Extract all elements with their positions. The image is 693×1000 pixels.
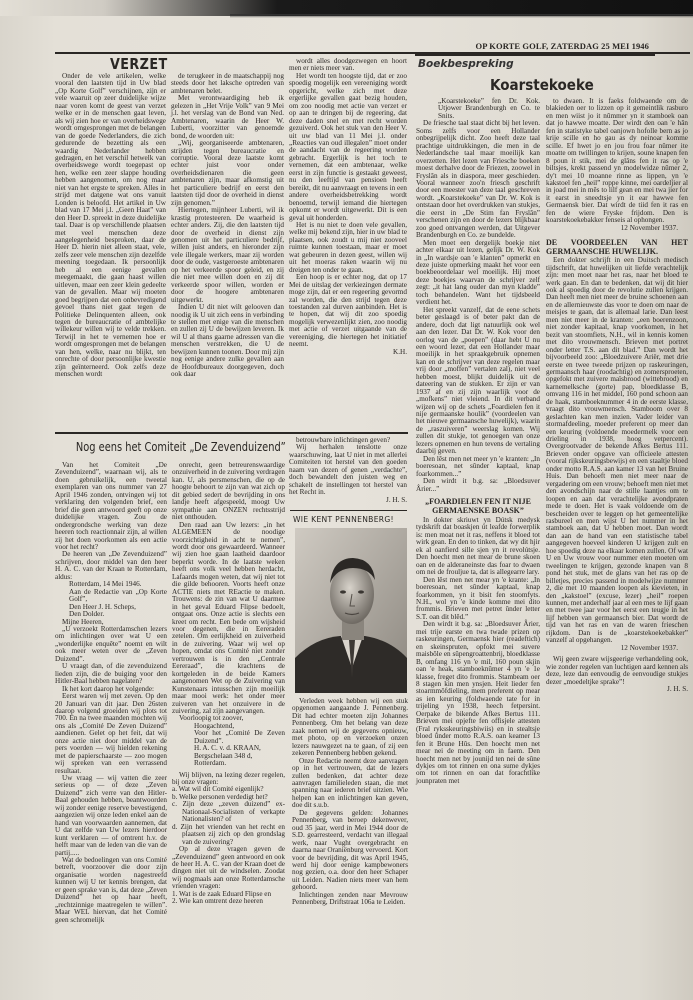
dutch-translation (546, 257, 688, 645)
line: Den Dolder. (69, 610, 105, 619)
paragraph: Wij herhalen tenslotte onze waarschuwing, laat U niet in met allerlei Comiteiten tot herstel van den goeden naam van dezen of genen „verdachte”, doch bewandelt den juisten weg en schakelt de instellingen tot herstel van het Recht in. (289, 443, 407, 497)
paragraph: De friesche taal staat dicht bij het leven. Soms zelfs voor een Hollander onbegrijpelijk dicht. Zoo heeft deze taal prachtige uitdrukkingen, die men in de Nederlandsche taal maar moeilijk kan overzetten. Het lezen van Friesche boeken moest derhalve door de Friezen, zoowel in Fryslân als in diaspora, meer geschieden. Vooral wanneer zoo'n friesch geschrift door een meester van deze taal geschreven wordt. „Koarstekoeke” van Dr. W. Kok is ontstaan door het overdrukken van stukjes, die eerst in „De Stim fan Fryslân” verschenen zijn en door de lezers blijkbaar zoo goed ontvangen werden, dat Uitgever Brandenburgh en Co. ze bundelde. (416, 119, 540, 240)
pennenberg-title: WIE KENT PENNENBERG! (293, 515, 394, 524)
book-closing (546, 656, 688, 686)
paragraph: „U verzoekt Rotterdamschen lezers om inlichtingen over wat U een „wonderlijke enquête” noemt en wilt ook meer weten over de „Zeven Duizend”. (55, 624, 167, 663)
paragraph: Met verontwaardiging heb ik gelezen in „Het Vrije Volk” van 9 Mei j.l. het verslag van de Bond van Ned. Ambtenaren, waarin de Heer W. Luberti, voorzitter van genoemde bond, de woorden uit: (171, 94, 284, 140)
book-byline: „Koarstekoeke” fen Dr. Kok. Utjower Brandenburgh en Co. te Snits. (438, 97, 540, 120)
line: d. Zijn het vrienden van het recht en plaatsen zij zich op den grondslag van de zuivering? (172, 822, 285, 846)
paragraph: In dokter skriuwt yn Dútsk medysk tydskrift dat boaskjen út leafde forwerplik is: men moat net it ras, neffens it bloed tot wirk gean. En den to tinken, dat wy dit hjir ek al oanfierd sille sjen yn it revolútsje. Den hoecht men net mear de brune skoen oan en de alderaneinste das foar to dwaen om nei de frouljue ta, dat is allegearre lary. (416, 516, 540, 577)
paragraph: Voorloopig tot zoover, (179, 714, 244, 723)
comite-col-1 (55, 462, 167, 924)
questions-intro: Wij blijven, na lezing dezer regelen, bij onze vragen: (172, 770, 285, 787)
book-col-1 (416, 98, 540, 785)
paragraph: Indien U dit niet wilt gelooven dan noodig ik U uit zich eens in verbinding te stellen met enige van die menschen en zullen zij U de bewijzen leveren. Ik wil U al thans gaarne adressen van die menschen verstrekken, die U de bewijzen kunnen toonen. Door mij zijn nog eenige andere zulke gevallen aan de Hoofdbureaux doorgegeven, doch ook daar (171, 303, 284, 379)
book-title: Koarstekoeke (490, 76, 594, 94)
frisian-text-continued (546, 98, 688, 225)
line: c. Zijn deze „zeven duizend” ex-Nationaal-Socialisten of verkapte Nationalisten? of (172, 800, 285, 824)
line: a. Wat wil dit Comité eigenlijk? (172, 785, 264, 794)
line: Rotterdam. (194, 759, 227, 768)
paragraph: Wat de bedoelingen van ons Comité betreft, voorzoover die door zijn organisatie worden nagestreefd kunnen wij U ter kennis brengen, dat er geen sprake van is, dat deze „Zeven Duizend” het op haar heeft, „rechtzinnige maatregelen te willen”. Maar WEL hiervan, dat het Comité geen schromelijk (55, 856, 167, 924)
paragraph: Men moet een dergelijk boekje niet achter elkaar uit lezen, gelijk Dr. W. Kok in „In wardsje oan 'e klanten” opmerkt en deze juiste opmerking maakt het voor een boekbeoordelaar wel moeilijk. Hij moet deze boekjes waarvan de schrijver zelf zegt: „it hat lang ouder dan myn kladde” toch behandelen. Want het tijdsbeeld verdient het. (416, 238, 540, 307)
verzet-col-3 (289, 58, 407, 356)
line: Bergschelaan 348 d, (194, 751, 253, 760)
scan-shadow (230, 14, 693, 18)
running-header: OP KORTE GOLF, ZATERDAG 25 MEI 1946 (475, 41, 649, 51)
paragraph: Den lêst men net mear yn 'e krante: „In boeresoan, net sûnder kaptaal, knap foarkommen, yn it bisit fen stoomfyts. N.H., wol yn 'e kinde komme mei dito frommis. Brieven met petret ûnder letter S.T. oan dit blêd.” (416, 575, 540, 621)
paragraph: Onder de vele artikelen, welke vooral den laatsten tijd in Uw blad „Op Korte Golf” verschijnen, zijn er vele waaruit op zeer duidelijke wijze naar voren komt de geest van verzet welke er in de menschen gaat leven, als wij zien hoe er van overheidswege wordt omgesprongen met de belangen van de goede Nederlanders, die zich gedurende de bezetting als een waardig Nederlander hebben gedragen, en het verschil hetwelk van overheidswege wordt toegepast op hen, welke een zeer slappe houding hebben aangenomen, om nog maar niet van het ergste te spreken. Alles in strijd met datgene wat ons vanuit Londen is beloofd. Het artikel in Uw blad van 17 Mei j.l. „Geen Haat” van den Heer D. spreekt in deze duidelijke taal. Daar is op verschillende plaatsen met veel menschen deze aangelegenheid besproken, daar de Heer D. hierin niet alleen staat, vele, zelfs zeer vele menschen zijn dezelfde meening toegedaan. Ik persoonlijk heb al een eenige gevallen meegemaakt, die gaan haast willen uitleven, maar een zeer klein gedeelte van de gevallen. Maar wij moeten goed begrijpen dat een onbevredigend gevoel thans niet gaat tegen de Politieke Delinquenten alleen, ook tegen de bureaucratie of ambtelijke willekeur willen wij te velde trekken. Terwijl in het te vernemen hoe er wordt omgesprongen met de belangen van hen, welke, naar nu blijkt, ten onrechte of door persoonlijke kwestie zijn geïnterneerd. Ook zelfs deze menschen wordt (55, 72, 166, 379)
paragraph: Het spreekt vanzelf, dat de eene schets beter geslaagd is of beter pakt dan de andere, doch dat ligt natuurlijk ook wel aan den lezer. Dat Dr. W. Kok voor den oorlog van de „poepen” (daar hebt U nu een woord lezer, dat een Hollander maar moeilijk in het spraakgebruik opnemen kan en de schrijver van deze regelen maar vrij door „moffen” vertalen zal), niet veel hebben moest, blijkt duidelijk uit de dateering van de stukken. Er zijn er van 1937 af en zij zijn waarlijk voor de „mofkens” niet vleiend. In dit verband wijzen wij op de schets „Foardielen fen it nije germaanske houlik” (voordeelen van het nieuwe germaansche huwelijk), waarin de „raszuiveren” weerslag komen. Wij zullen dit stukje, tot genoegen van onze lezers opnemen en hun tevens de vertaling daarbij geven. (416, 305, 540, 456)
paragraph: Den raad aan Uw lezers: „in het ALGEMEEN de noodige voorzichtigheid in acht te nemen”, wordt door ons gewaardeerd. Wanneer wij zien hoe gaan laatheid daardoor beperkt worde. In de laatste weken heeft ons volk veel hebben herdacht, Lafaards mogen weten, dat wij niet tot die gilde behooren. Voorts heeft onze ACTIE niets met REactie te maken. Trouwens: de zin van wat U daarmee in het geval Eduard Flipse bedoelt, ontgaat ons. Onze actie is slechts een kreet om recht. Een bede om wijsheid voor degenen, die in Eereraden zetelen. Om eerlijkheid en zuiverheid in de zuivering. Waar wij wel op hopen, omdat ons Comité niet zonder vertrouwen is in den „Centrale Eereraad”, die krachtens de kortgeleden in de beide Kamers aangenomen Wet op de Zuivering van Kunstenaars intusschen zijn moeilijk maar mooi werk: het onder meer zuiveren van het onzuivere in de zuivering, zal zijn aangevangen. (172, 520, 285, 715)
comite-col-3-text (289, 437, 407, 497)
paragraph: onrecht, geen betreurenswaardige onzuiverheid in de zuivering verdragen kan. U, als persmenschen, die op de hoogte behoort te zijn van wat zich op dit gebied sedert de bevrijding in ons landje heeft afgespeeld, moogt Uw sympathie aan ONZEN rechtsstrijd niet onthouden. (172, 461, 285, 522)
paragraph: Eerst waren wij met zeven. Op den 20 Januari van dit jaar. Den 26sten daarop volgend groeiden wij plots tot 700. En na twee maanden mochten wij ons als „Comité De Zeven Duizend” aandienen. Gelet op het feit, dat wij onze actie niet door middel van de pers voerden — wij hielden rekening met de papierschaarste — zoo mogen wij spreken van een verrassend resultaat. (55, 692, 167, 775)
line: 2. Wie kan omtrent deze heeren (172, 897, 263, 906)
questions-list (172, 786, 285, 846)
portrait-image (295, 528, 407, 693)
comite-col-2 (172, 462, 285, 906)
paragraph: Den lêst men net meer yn 'e kranten: „In boeresoan, net sûnder kaptaal, knap foarkommen...” (416, 454, 540, 478)
paragraph: Een hoop is er echter nog, dat op 17 Mei de uitslag der verkiezingen dermate moge zijn, dat er een regeering gevormd zal worden, die den strijd tegen deze toestanden zal durven aanbinden. Het is te hopen, dat wij dit zoo spoedig mogelijk verwezenlijkt zien, zoo noodig met actie of verzet uitgaande van de vereeniging, die hiertegen het initiatief neemt. (289, 273, 407, 349)
paragraph: wordt alles doodgezwegen en hoort men er niets meer van. (289, 57, 407, 73)
book-col-2 (546, 98, 688, 693)
verzet-col-1 (55, 73, 166, 379)
paragraph: „Wij, georganiseerde ambtenaren, strijden tegen bureaucratie en corruptie. Vooral deze laatste komt echter juist voor onder overheidsdienaren die geen ambtenaren zijn, maar afkomstig uit het particuliere bedrijf en eerst den laatsten tijd door de overheid in dienst zijn genomen.” (171, 139, 284, 207)
paragraph: Wij geen zware wijsgeerige verhandeling ook, wie zonder regelen van luchtigen aard kennen als deze, leze dan eenvoudig de eenvoudige stukjes dezer „moedeltjke sprake”! (546, 655, 688, 686)
dutch-subhead: DE VOORDEELEN VAN HET GERMAANSCHE HUWELIJK. (546, 238, 688, 257)
paragraph: de terugkeer in de maatschappij nog steeds door het laksche optreden van ambtenaren belet. (171, 72, 284, 95)
final-questions (172, 891, 285, 906)
date-2: 12 November 1937. (620, 643, 678, 652)
letter-heading (55, 581, 167, 618)
line: Den Heer J. H. Scheps, (69, 602, 136, 611)
line: Aan de Redactie van „Op Korte Golf”, (69, 587, 167, 604)
comite-title: Nog eens het Comiteit „De Zevenduizend” (75, 440, 286, 454)
verzet-col-2 (171, 73, 284, 379)
paragraph: Hiertegen, mijnheer Luberti, wil ik krastig protesteeren. De waarheid is echter anders. Zij, die den laatsten tijd door de overheid in dienst zijn genomen uit het particuliere bedrijf, willen juist anders, en hieronder zijn vele illegale werkers, maar zij worden door de oude, vastgeroeste ambtenaren op het verkeerde spoor geleid, en zij die niet mee willen doen en zij dit verkeerde spoor willen, worden er door de hoogere ambtenaren uitgewerkt. (171, 206, 284, 304)
line: Hoogachtend, (194, 721, 235, 730)
paragraph: Mijne Heeren, (62, 617, 104, 626)
line: H. A. C. v. d. KRAAN, (194, 744, 261, 753)
paragraph: Onze Redactie neemt deze aanvragen op in het vertrouwen, dat de lezers zullen bedenken, dat achter deze aanvragen familieleden staan, die met spanning naar iederen brief uitzien. Wie helpen kan en inlichtingen kan geven, doe dit s.u.b. (292, 756, 408, 810)
paragraph: betrouwbare inlichtingen geven? (296, 436, 391, 444)
section-label: Boekbespreking (418, 58, 514, 70)
paragraph: Verleden week hebben wij een stuk opgenomen aangaande J. Pennenberg. Dit had echter moeten zijn Johannes Pennenberg. Om het belang van deze zaak nemen wij de gegevens opnieuw, met photo, op en verzoeken onzen lezers nauwgezet na te gaan, of zij een zekeren Pennenberg hebben gekend. (292, 697, 408, 758)
verzet-col-3-text (289, 58, 407, 349)
paragraph: De heeren van „De Zevenduizend” schrijven, door middel van den heer H. A. C. van der Kraan te Rotterdam, aldus: (55, 550, 167, 581)
comite-intro (55, 462, 167, 581)
letter-body (55, 619, 167, 925)
paragraph: Uw vraag — wij vatten die zeer serieus op — of deze „Zeven Duizend” zich verre van den Hitler-Baal gehouden hebben, beantwoorden wij zonder eenige reserve bevestigend, aangezien wij onze leden enkel aan de hand van voorwaarden aannemen, dat U dat zelfde van Uw lezers hierdoor kunt verklaren — of omtrent h.v. de helft maar van de leden van die van de partij..... (55, 774, 167, 857)
paragraph: Het wordt ten hoogste tijd, dat er zoo spoedig mogelijk een vereeniging wordt opgericht, welke zich met deze ergerlijke gevallen gaat bezig houden, om zoo noodig met actie van verzet er op aan te dringen bij de regeering, dat deze daden snel en met recht worden gezuiverd. Ook het stuk van den Heer V. uit uw blad van 11 Mei j.l. onder „Reacties van oud illegalen” moet onder de aandacht van de regeering worden gebracht. Ergerlijk is het toch te vernemen, dat een ambtenaar, welke eerst in zijn functie is gestaakt geweest, nu den leeftijd van pensioen heeft bereikt, dit nu aanvraagt en tevens in een andere overheidsbetrekking wordt benoemd, terwijl iemand die hiertegen opkomt er wordt uitgewerkt. Dit is een geval uit honderden. (289, 71, 407, 222)
book-signature: J. H. S. (667, 684, 688, 693)
paragraph: U vraagt dan, of die zevenduizend lieden zijn, die de buiging voor den Hitler-Baal hebben nagelaten? (55, 662, 167, 686)
after-questions: Op al deze vragen geven de „Zevenduizend” geen antwoord en ook de heer H. A. C. van der Kraan doet de dingen niet uit de windselen. Zoodat wij nogmaals aan onze Rotterdamsche vrienden vragen: (172, 845, 285, 891)
frisian-subhead: „FOARDIELEN FEN IT NIJE GERMAENSKE BOASK” (425, 497, 531, 516)
letter-closing (172, 723, 285, 768)
comite-signature: J. H. S. (386, 495, 407, 504)
verzet-title: VERZET (110, 55, 168, 73)
paragraph: Den wirdt it b.g. sa: „Bloedsuver Ârier...” (416, 477, 540, 493)
paragraph: De gegevens gelden: Johannes Pennenberg, van beroep dekenwever, oud 35 jaar, werd in Mei 1944 door de S.D. gearresteerd, verdacht van illegaal werk, naar Vught overgebracht en daarna naar Oraniënburg vervoerd. Kort voor de bevrijding, dit was April 1945, werd hij door eenige kampbewoners nog gezien, o.a. door den heer Schaper uit Leiden. Nadien niets meer van hem gehoord. (292, 808, 408, 892)
letter-body-continued (172, 462, 285, 723)
frisian-text (416, 517, 540, 785)
paragraph: to dwaen. It is faeks foldwaende om de blakieden oer to lizzen op it gemeintlik rasburo en men wiist jo it nûmmer yn it stamboek oan dat jo hawwe moatte. Der wirdt den oan 'e hân fen in statistyke tabel oanjown hofolle bern as jo krije scille en ho gau as dy neinoar komme scille. Ef hwet jo en jou frou foar nûmer ite moatte om twillingen to krijen, soune knapen fen 8 poun it stik, mei de glâns fen it ras op 'e biltsjes, krekt passend yn modelwidze nûmer 2, dy't mei 10 moanne rinne as lippen, yn 'e kakstoel fen „heil” roppe kinne, mei oardeljier al in joad mei in mês to lilf gean en mei twa jier for it earst in sneedtsje yn it ear hawwe fen Germaensk bier. Dat wirdt de tiid fen it ras en fen de wiere Fryske frijdom. Den is koarstekoekebakker fenseis al ophongen. (546, 97, 688, 225)
verzet-signature: K.H. (393, 347, 407, 356)
portrait-photo (295, 528, 407, 693)
line: 1. Wat is de zaak Eduard Flipse en (172, 889, 272, 898)
date-1: 12 November 1937. (620, 223, 678, 232)
section-divider (55, 432, 408, 434)
pennenberg-rule (290, 510, 407, 511)
pennenberg-text (292, 698, 408, 907)
paragraph: Ik het kort daarop het volgende: (62, 684, 155, 693)
line: Voor het „Comité De Zeven Duizend”. (194, 729, 285, 745)
book-review-text (416, 120, 540, 493)
paragraph: Inlichtingen zenden naar Mevrouw Pennenberg, Driftstraat 106a te Leiden. (292, 890, 408, 907)
comite-col-3 (289, 437, 407, 504)
paragraph: Den wirdt it b.g. sa: „Bloedsuver Ârier, mei trije earste en twa twade prizen op raskeuringen, Germaensk hier (readeftich) en skeinspruten, opfokt mei suvere maisbôle en sûpengroattenbrij, bloedklasse B, omfang 116 yn 'e mil, 160 poun skjin oan 'e heak, stamboeknûmer 4 yn 'e 1e klasse, freget dito frommis. Stambeam oer 8 stagen kin men ynsjen. Heit lieder fen stoarmmôfdieling, mem preferent op mear as ien keuring (foldwaende tate for in trijeling yn 1938, heech fetpersint. Oerpake de bikende Afkes Bertus 111. Brieven mei opjefte fen offisjele attesten (Fral ryksskeuringsbiwiis) en in stealtsje bloed ûnder motto R.A.S. oan keamer 13 fen it Brune Hûs. Den hoecht men net mear nei de meeting om in faem. Den hoecht men net by jounijd ten nei de sûne dykjes om tot rinnen en ona sume dykjes om tot rinnen en oan dat forachtlike jounpraten met (416, 620, 540, 785)
paragraph: Het is nu niet te doen vele gevallen, welke mij bekend zijn, hier in uw blad te plaatsen, ook zoudt u mij niet zooveel ruimte kunnen toestaan, maar er moet wat gebeuren in dezen geest, willen wij uit het moeras raken waarin wij nu dreigen ten onder te gaan. (289, 220, 407, 274)
line: b. Welke personen verdedigt het? (172, 792, 268, 801)
line: Rotterdam, 14 Mei 1946. (69, 580, 142, 589)
paragraph: Een dokter schrijft in een Duitsch medisch tijdschrift, dat huwelijken uit liefde verachtelijk zijn: men moet naar het ras, naar het bloed te werk gaan. En dan te bedenken, dat wij dit hier ook al spoedig door de revolutie zullen krijgen. Dan heeft men niet meer de bruine schoenen aan en de allernieuwste das voor te doen om naar de meisjes te gaan, dat is allemaal larie. Dan leest men niet meer in de kranten: „een boerenzoon, niet zonder kapitaal, knap voorkomen, in het bezit van stoomfiets, N.H., wil in kennis komen met dito vrouwmensch. Brieven met portret onder letter T.S. aan dit blad.” Dan wordt het bijvoorbeeld zoo: „Bloedzuivere Ariër, met drie eerste en twee tweede prijzen op raskeuringen, germaansch haar (roodachtig) en zomersproeten, opgefokt met zuivere maïsbrood (wittebrood) en karnemelksche (gorte) pap, bloedklasse B, omvang 116 in het middel, 160 pond schoon aan de haak, stamboeknummer 4 in de eerste klasse, vraagt dito vrouwmensch. Stamboom over 8 geslachten kan men inzien. Vader leider van stormafdeeling, moeder preferent op meer dan een keuring (voldoende moedermelk voor een drieling in 1938, hoog vetpercent). Overgrootvader de bekende Afkes Bertus 111. Brieven onder opgave van officieele attesten (vooral rijkskeuringsbewijs) en een staaltje bloed onder motto R.A.S. aan kamer 13 van het Bruine Huis. Dan behoeft men niet meer naar de vergadering om een vrouw; behoeft men niet met den avondschijn naar de stille laantjes om te loopen en aan dat verachtelijke avondpraten mede te doen. Het is vaak voldoende om de bescheiden over te leggen op het gemeentelijke rasbureel en men wijst U het nummer in het stamboek aan, dat U hebben moet. Dan wordt dan aan de hand van een statistische tabel aangegeven hoeveel kinderen U krijgen zult en hoe spoedig deze na elkaar komen zullen. Of wat U en Uw vrouw voor nummer eten moeten om tweelingen te krijgen, gezonde knapen van 8 pond het stuk, met de glans van het ras op de billetjes, precies passend in modelwijze nummer 2, die met 10 maanden loopen als kievieten, in den „kakstoel” (excuse, lezer) „heil” roepen kunnen, met anderhalf jaar al een mes te lijf gaan en met twee jaar voor het eerst een teugje in het lijf hebben van germaansch bier. Dat wordt de tijd van het ras en van de waren frieschen rijkdom. Dan is de „koarstekoekebakker” vanzelf al opgehangen. (546, 256, 688, 645)
header-rule-thick (415, 54, 655, 56)
paragraph: Van het Comiteit „De Zevenduizend”, waarnaan wij, als te doen gebruikelijk, een tweetal exemplaren van ons nummer van 27 April 1946 zonden, ontvingen wij tot verklaring den volgenden brief, een brief die geen antwoord geeft op onze duidelijke vragen. Zou de ondergrondsche werking van deze heeren toch reactionnair zijn, al willen zij het doen voorkomen als een actie voor het recht? (55, 461, 167, 551)
